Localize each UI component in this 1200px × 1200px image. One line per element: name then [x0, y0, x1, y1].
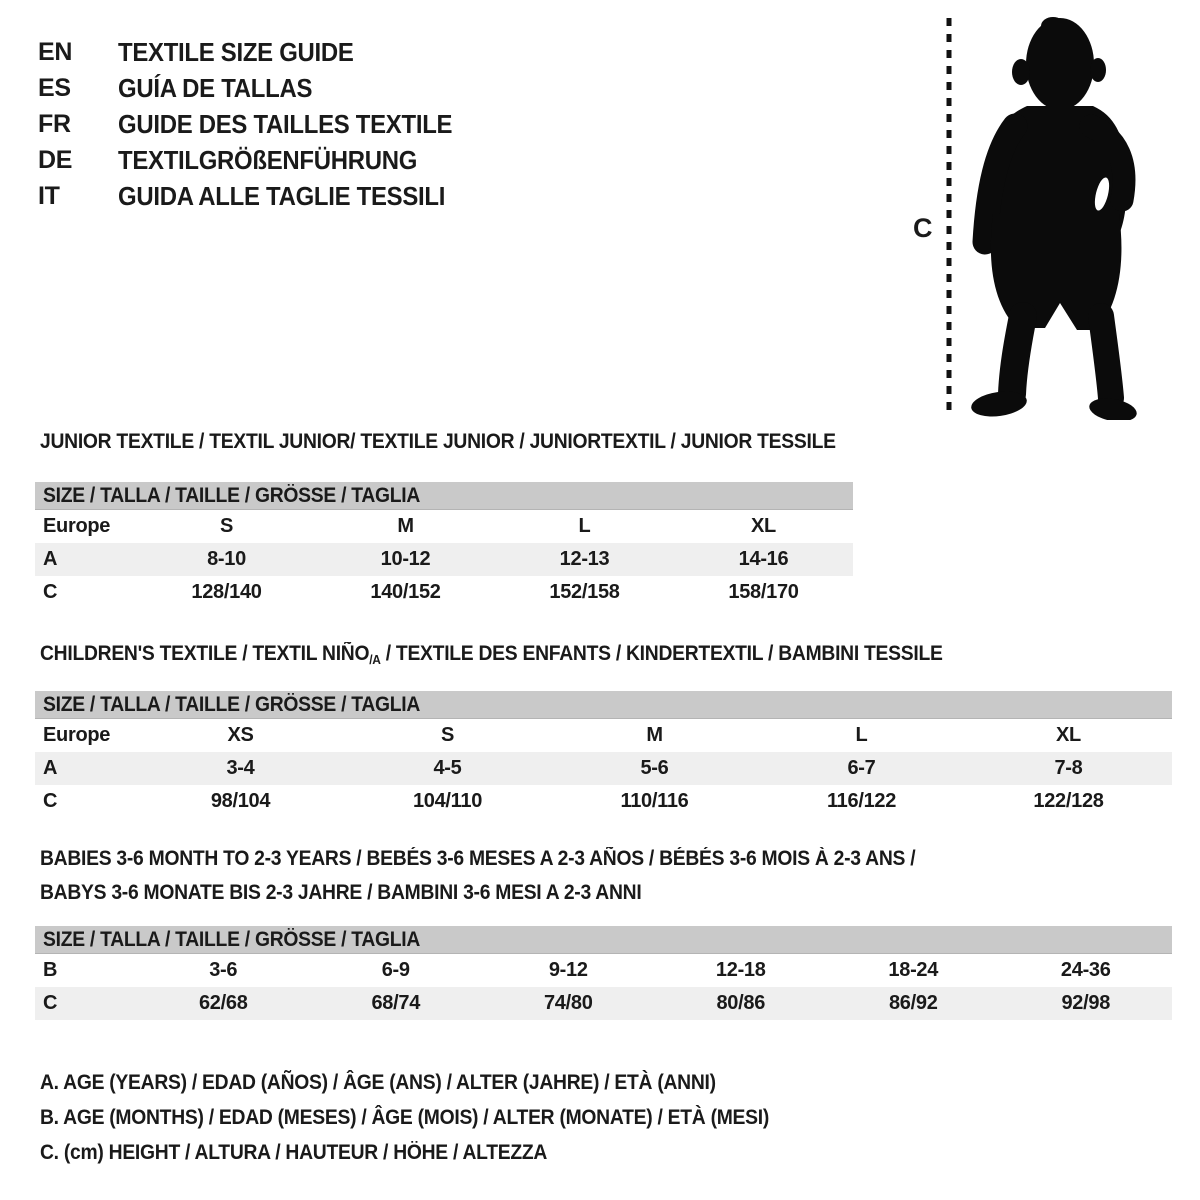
age-cell: 3-4 [226, 757, 255, 779]
row-label: C [43, 790, 58, 812]
height-cell: 86/92 [888, 992, 938, 1014]
lang-row-fr [38, 106, 481, 142]
months-cell: 9-12 [548, 959, 588, 981]
lang-title: GUIDA ALLE TAGLIE TESSILI [118, 180, 446, 211]
height-cell: 80/86 [716, 992, 766, 1014]
table-row-height [35, 785, 1172, 818]
size-cell: S [440, 724, 455, 746]
lang-row-es [38, 70, 481, 106]
table-row-europe [35, 719, 1172, 752]
age-cell: 8-10 [207, 548, 246, 570]
lang-row-de [38, 142, 481, 178]
lang-code: FR [38, 109, 71, 138]
months-cell: 6-9 [381, 959, 410, 981]
months-cell: 12-18 [715, 959, 766, 981]
legend-line-b: B. AGE (MONTHS) / EDAD (MESES) / ÂGE (MOIS) / ALTER (MONATE) / ETÀ (MESI) [40, 1105, 770, 1129]
lang-code: ES [38, 73, 71, 102]
age-cell: 6-7 [847, 757, 876, 779]
height-cell: 128/140 [191, 581, 262, 603]
row-label: C [43, 581, 58, 603]
lang-title: TEXTILE SIZE GUIDE [118, 36, 354, 67]
lang-code: DE [38, 145, 73, 174]
months-cell: 18-24 [888, 959, 939, 981]
row-label: B [43, 959, 58, 981]
lang-title: GUÍA DE TALLAS [118, 72, 313, 103]
size-header-bar: SIZE / TALLA / TAILLE / GRÖSSE / TAGLIA [35, 482, 853, 510]
height-measure-line [944, 16, 954, 420]
toddler-silhouette-icon [965, 14, 1140, 420]
table-row-height [35, 576, 853, 609]
size-cell: M [397, 515, 414, 537]
size-cell: S [219, 515, 234, 537]
height-cell: 152/158 [549, 581, 620, 603]
height-measure-label: C [913, 213, 933, 243]
table-row-age [35, 752, 1172, 785]
table-row-height [35, 987, 1172, 1020]
size-cell: XS [227, 724, 254, 746]
size-cell: M [646, 724, 663, 746]
lang-title: TEXTILGRÖßENFÜHRUNG [118, 144, 418, 175]
lang-row-en [38, 34, 481, 70]
height-cell: 110/116 [620, 790, 689, 812]
height-cell: 68/74 [371, 992, 421, 1014]
months-cell: 3-6 [209, 959, 238, 981]
lang-row-it [38, 178, 481, 214]
measure-legend [40, 1065, 832, 1170]
size-cell: L [578, 515, 591, 537]
legend-line-c: C. (cm) HEIGHT / ALTURA / HAUTEUR / HÖHE / ALTEZZA [40, 1140, 548, 1164]
height-cell: 98/104 [210, 790, 271, 812]
legend-line-a: A. AGE (YEARS) / EDAD (AÑOS) / ÂGE (ANS) / ALTER (JAHRE) / ETÀ (ANNI) [40, 1070, 716, 1094]
lang-code: IT [38, 181, 60, 210]
age-cell: 7-8 [1054, 757, 1083, 779]
age-cell: 4-5 [433, 757, 462, 779]
height-cell: 122/128 [1033, 790, 1104, 812]
age-cell: 5-6 [640, 757, 669, 779]
junior-size-table [35, 482, 853, 609]
height-cell: 74/80 [543, 992, 593, 1014]
height-cell: 158/170 [728, 581, 799, 603]
babies-size-table [35, 926, 1172, 1020]
height-cell: 140/152 [370, 581, 441, 603]
language-title-list [38, 34, 481, 214]
size-header-bar: SIZE / TALLA / TAILLE / GRÖSSE / TAGLIA [35, 926, 1172, 954]
height-cell: 104/110 [412, 790, 483, 812]
row-label: C [43, 992, 58, 1014]
size-cell: L [855, 724, 868, 746]
row-label: Europe [43, 515, 111, 537]
table-row-europe [35, 510, 853, 543]
junior-section-title: JUNIOR TEXTILE / TEXTIL JUNIOR/ TEXTILE JUNIOR / JUNIORTEXTIL / JUNIOR TESSILE [40, 430, 836, 453]
size-cell: XL [751, 515, 776, 537]
age-cell: 10-12 [380, 548, 431, 570]
height-cell: 62/68 [198, 992, 248, 1014]
months-cell: 24-36 [1060, 959, 1111, 981]
age-cell: 12-13 [559, 548, 610, 570]
children-size-table [35, 691, 1172, 818]
age-cell: 14-16 [738, 548, 789, 570]
lang-code: EN [38, 37, 73, 66]
table-row-months [35, 954, 1172, 987]
table-row-age [35, 543, 853, 576]
height-cell: 92/98 [1061, 992, 1111, 1014]
row-label: Europe [43, 724, 111, 746]
row-label: A [43, 757, 58, 779]
babies-section-title: BABIES 3-6 MONTH TO 2-3 YEARS / BEBÉS 3-6 MESES A 2-3 AÑOS / BÉBÉS 3-6 MOIS À 2-3 ANS / BABYS 3-6 MONATE BIS 2-3 JAHRE / BAMBINI 3-6 MESI A 2-3 ANNI [40, 847, 916, 904]
size-cell: XL [1056, 724, 1081, 746]
lang-title: GUIDE DES TAILLES TEXTILE [118, 108, 453, 139]
height-cell: 116/122 [826, 790, 897, 812]
children-section-title: CHILDREN'S TEXTILE / TEXTIL NIÑO/A / TEXTILE DES ENFANTS / KINDERTEXTIL / BAMBINI TESSILE [40, 642, 943, 667]
row-label: A [43, 548, 58, 570]
size-header-bar: SIZE / TALLA / TAILLE / GRÖSSE / TAGLIA [35, 691, 1172, 719]
